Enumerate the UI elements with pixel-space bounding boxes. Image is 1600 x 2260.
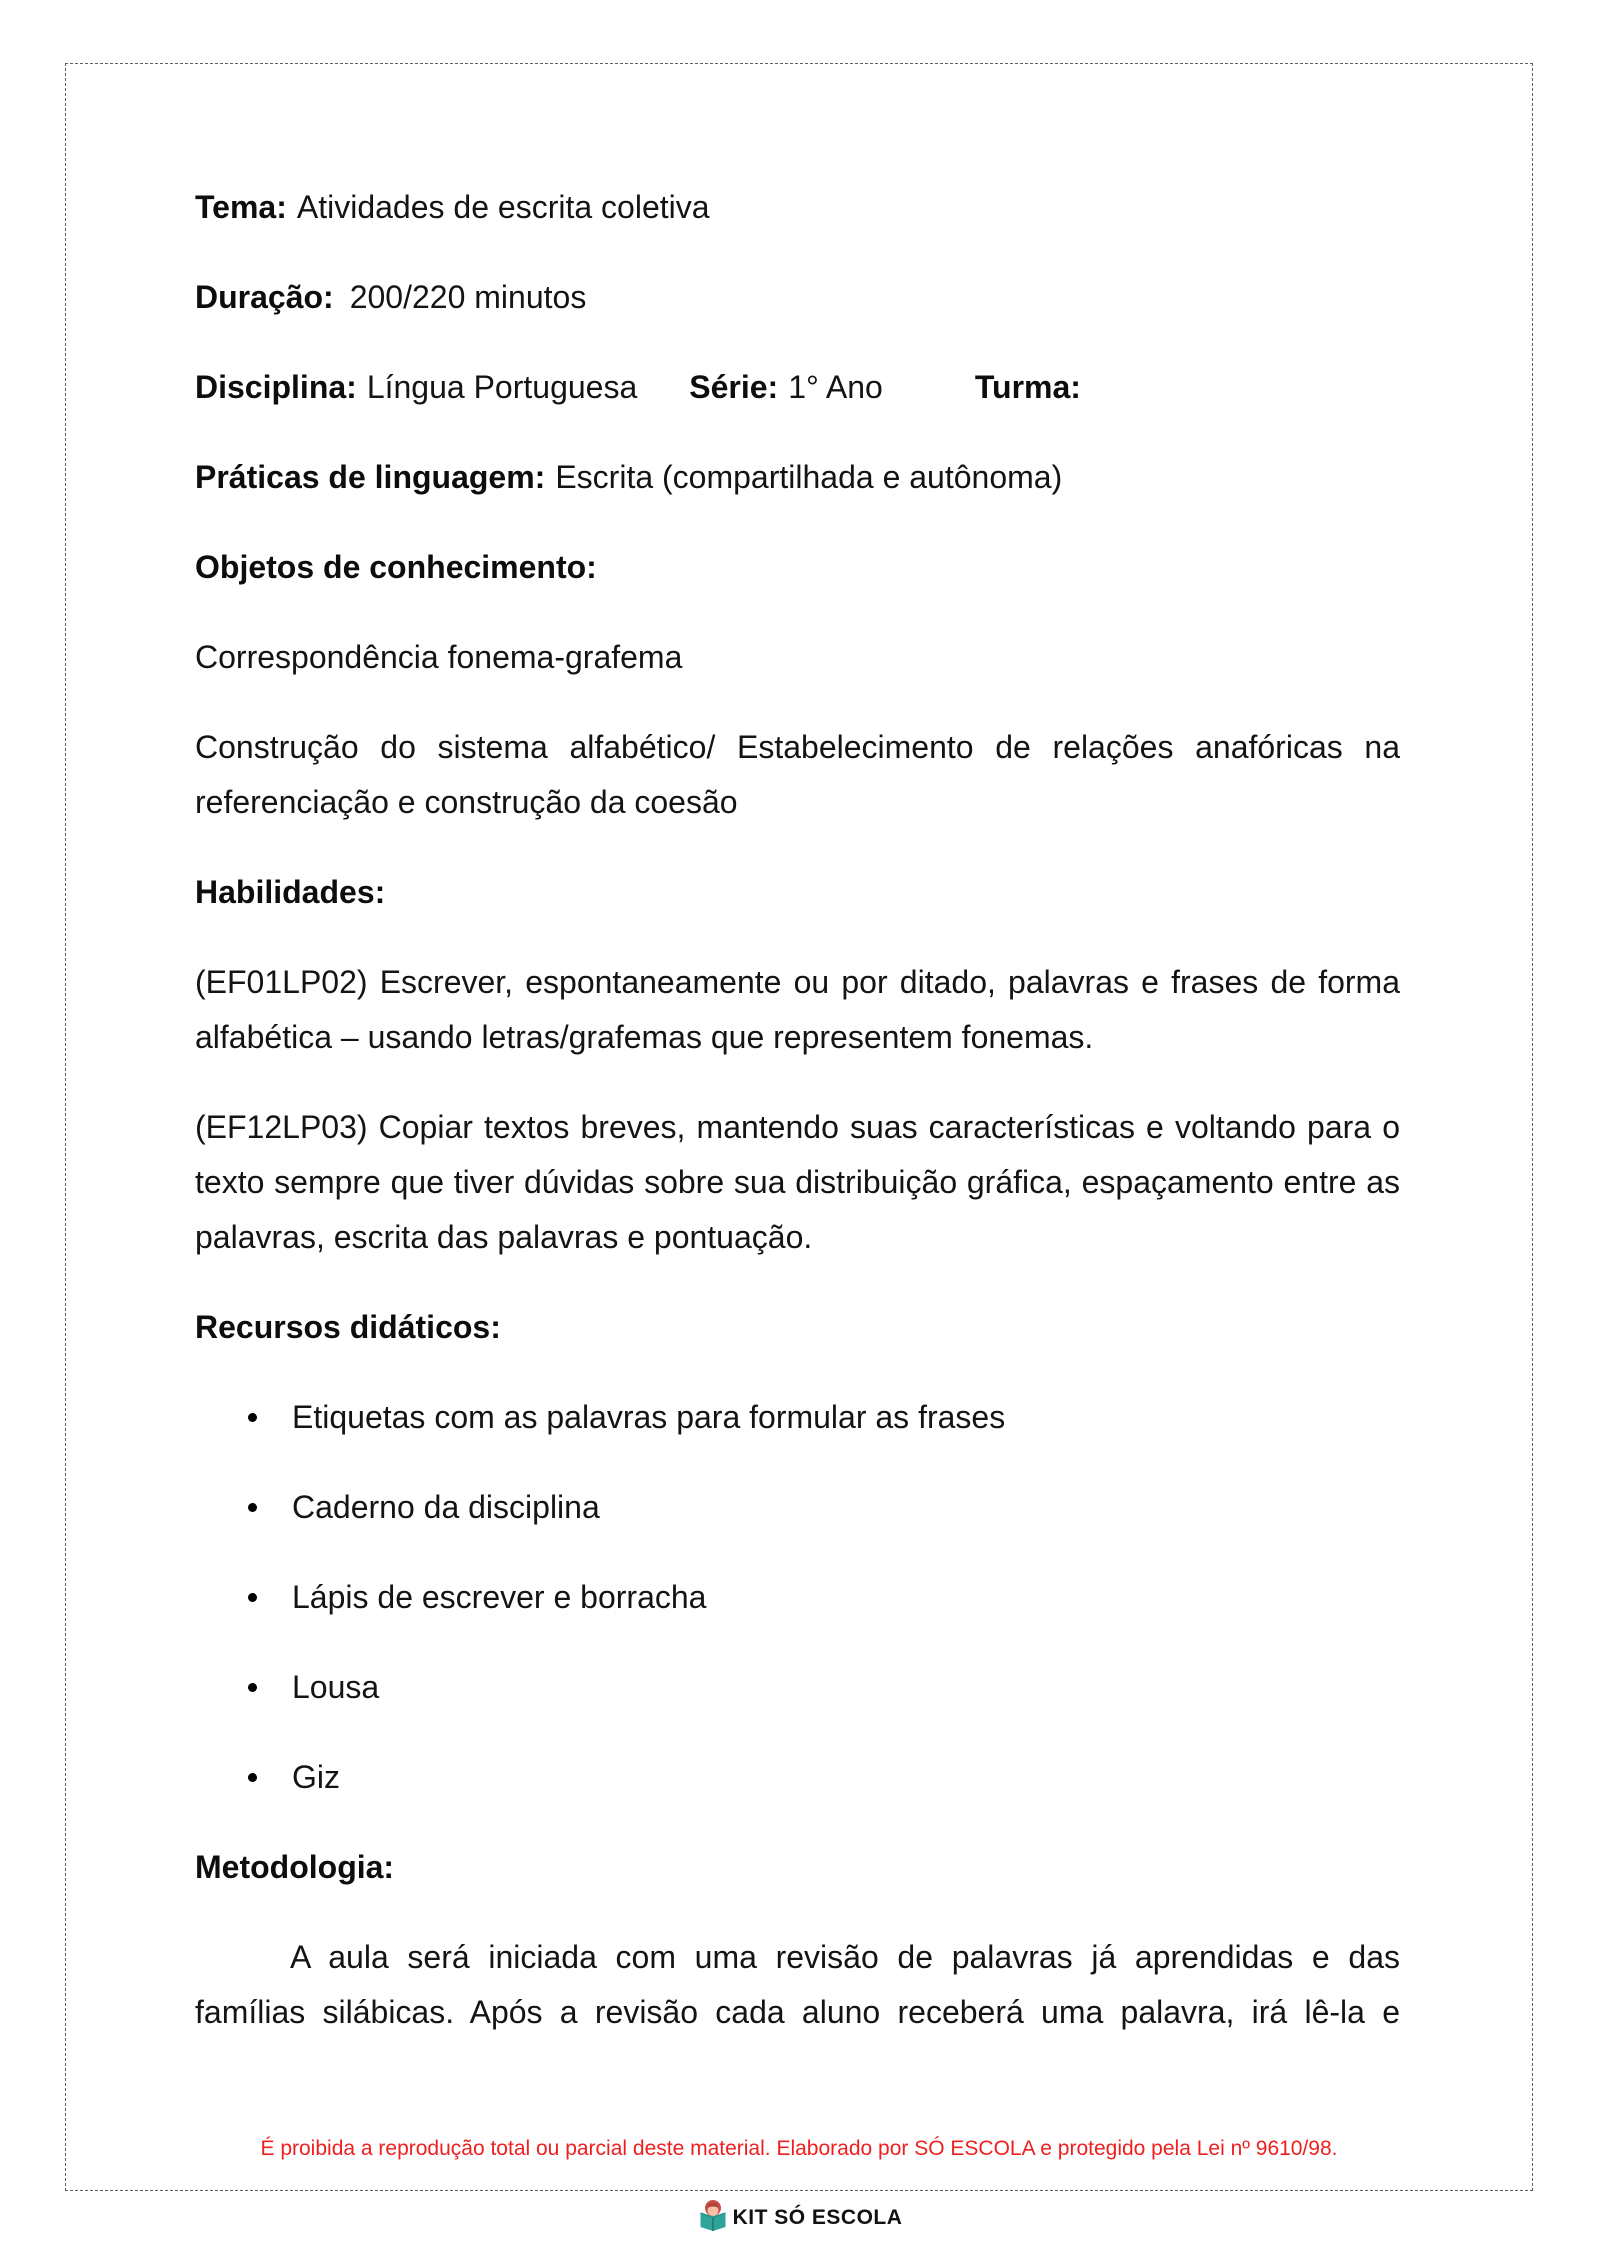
text-line: alfabética – usando letras/grafemas que representem fonemas.: [195, 1019, 1094, 1055]
copyright-notice: É proibida a reprodução total ou parcial deste material. Elaborado por SÓ ESCOLA e protegido pela Lei nº 9610/98.: [260, 2137, 1338, 2160]
text-line: texto sempre que tiver dúvidas sobre sua distribuição gráfica, espaçamento entre as: [195, 1164, 1400, 1200]
praticas-label: Práticas de linguagem:: [195, 459, 546, 495]
tema-value: Atividades de escrita coletiva: [296, 189, 710, 225]
text-line: (EF12LP03) Copiar textos breves, mantendo suas características e voltando para o: [195, 1109, 1400, 1145]
document-content: [195, 180, 1400, 2075]
praticas-value: Escrita (compartilhada e autônoma): [555, 459, 1063, 495]
serie-value: 1° Ano: [788, 369, 883, 405]
text-line: palavras, escrita das palavras e pontuação.: [195, 1219, 813, 1255]
habilidade-ef01lp02-paragraph: [195, 955, 1400, 1065]
duracao-value: 200/220 minutos: [349, 279, 587, 315]
objetos-heading: Objetos de conhecimento:: [195, 549, 597, 585]
list-item: Etiquetas com as palavras para formular as frases: [292, 1390, 1400, 1445]
serie-label: Série:: [689, 369, 779, 405]
text-line: A aula será iniciada com uma revisão de palavras já aprendidas e das: [290, 1939, 1400, 1975]
list-item: Lousa: [292, 1660, 1400, 1715]
text-line: (EF01LP02) Escrever, espontaneamente ou por ditado, palavras e frases de forma: [195, 964, 1400, 1000]
list-item: Caderno da disciplina: [292, 1480, 1400, 1535]
resources-list: [195, 1390, 1400, 1805]
brand-name: KIT SÓ ESCOLA: [732, 2206, 903, 2229]
recursos-heading: Recursos didáticos:: [195, 1309, 501, 1345]
brand-logo: [0, 2199, 1600, 2237]
turma-label: Turma:: [974, 369, 1081, 405]
text-line: Construção do sistema alfabético/ Estabelecimento de relações anafóricas na: [195, 729, 1400, 765]
metodologia-paragraph: [195, 1930, 1400, 2040]
tema-label: Tema:: [195, 189, 287, 225]
text-line: referenciação e construção da coesão: [195, 784, 738, 820]
reading-person-icon: [698, 2199, 728, 2237]
disciplina-label: Disciplina:: [195, 369, 357, 405]
disciplina-line: [195, 360, 1400, 415]
praticas-line: [195, 450, 1400, 505]
habilidades-heading: Habilidades:: [195, 874, 386, 910]
list-item: Giz: [292, 1750, 1400, 1805]
objetos-paragraph-1: Correspondência fonema-grafema: [195, 639, 683, 675]
tema-line: [195, 180, 1400, 235]
habilidade-ef12lp03-paragraph: [195, 1100, 1400, 1265]
disciplina-value: Língua Portuguesa: [366, 369, 638, 405]
list-item: Lápis de escrever e borracha: [292, 1570, 1400, 1625]
objetos-paragraph-2: [195, 720, 1400, 830]
duracao-label: Duração:: [195, 279, 334, 315]
text-line: famílias silábicas. Após a revisão cada aluno receberá uma palavra, irá lê-la e: [195, 1994, 1400, 2030]
metodologia-heading: Metodologia:: [195, 1849, 395, 1885]
duracao-line: [195, 270, 1400, 325]
